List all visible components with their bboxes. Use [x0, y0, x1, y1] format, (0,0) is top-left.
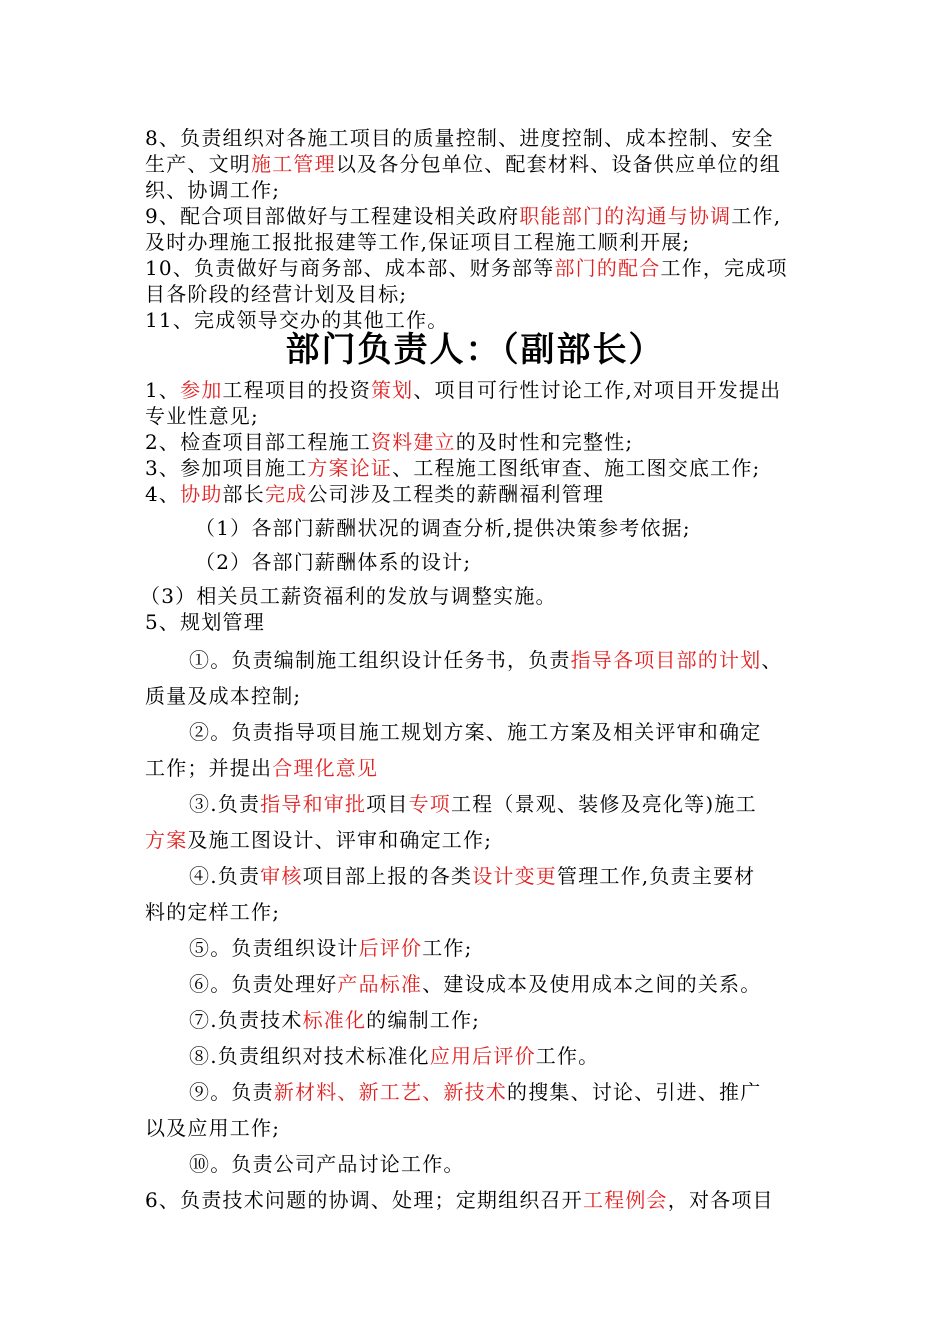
text-segment: ①。负责编制施工组织设计任务书，负责 — [189, 648, 571, 672]
text-line — [145, 256, 825, 280]
text-line — [145, 126, 825, 150]
text-segment: 及施工图设计、评审和确定工作; — [187, 828, 493, 852]
text-line — [189, 1152, 869, 1176]
text-segment: （2）各部门薪酬体系的设计; — [195, 550, 472, 574]
text-segment: 8、负责组织对各施工项目的质量控制、进度控制、成本控制、安全 — [145, 126, 774, 150]
text-segment: ⑩。负责公司产品讨论工作。 — [189, 1152, 465, 1176]
text-segment: 的搜集、讨论、引进、推广 — [507, 1080, 762, 1104]
text-segment: 质量及成本控制; — [145, 684, 302, 708]
text-segment: 4、 — [145, 482, 181, 506]
text-segment: 3、参加项目施工 — [145, 456, 308, 480]
text-segment: 的编制工作; — [366, 1008, 481, 1032]
text-segment: 5、规划管理 — [145, 610, 265, 634]
text-segment: ，对各项目 — [667, 1188, 774, 1212]
text-segment: 项目部上报的各类 — [302, 864, 473, 888]
text-line — [145, 456, 825, 480]
text-segment: ⑤。负责组织设计 — [189, 936, 359, 960]
text-line — [140, 584, 820, 608]
text-line — [145, 204, 825, 228]
text-segment: 生产、文明 — [145, 152, 251, 176]
highlighted-text: 协助 — [180, 482, 223, 506]
text-segment: ⑦.负责技术 — [189, 1008, 303, 1032]
text-segment: 工作, — [731, 204, 782, 228]
text-segment: 6、负责技术问题的协调、处理；定期组织召开 — [145, 1188, 583, 1212]
text-line — [145, 1188, 825, 1212]
text-segment: 目各阶段的经营计划及目标; — [145, 282, 408, 306]
text-segment: 工作；并提出 — [145, 756, 273, 780]
highlighted-text: 标准化 — [302, 1008, 367, 1032]
text-line — [145, 430, 825, 454]
text-segment: ②。负责指导项目施工规划方案、施工方案及相关评审和确定 — [189, 720, 762, 744]
text-segment: ⑨。负责 — [189, 1080, 274, 1104]
text-line — [189, 792, 869, 816]
highlighted-text: 设计变更 — [472, 864, 557, 888]
text-segment: ⑧.负责组织对技术标准化 — [189, 1044, 430, 1068]
text-segment: ⑥。负责处理好 — [189, 972, 338, 996]
highlighted-text: 完成 — [264, 482, 308, 506]
text-segment: 工作; — [422, 936, 473, 960]
section-title: 部门负责人：（副部长） — [285, 330, 665, 370]
text-segment: 10、负责做好与商务部、成本部、财务部等 — [145, 256, 555, 280]
text-segment: 专业性意见; — [145, 404, 259, 428]
text-line — [145, 684, 825, 708]
text-segment: 以及各分包单位、配套材料、设备供应单位的组 — [335, 152, 782, 176]
highlighted-text: 资料建立 — [370, 430, 456, 454]
text-line — [145, 404, 825, 428]
highlighted-text: 施工管理 — [251, 152, 336, 176]
text-line — [189, 648, 869, 672]
text-segment: （3）相关员工薪资福利的发放与调整实施。 — [140, 584, 557, 608]
text-segment: 部长 — [222, 482, 265, 506]
text-segment: 9、配合项目部做好与工程建设相关政府 — [145, 204, 520, 228]
text-segment: 工作。 — [535, 1044, 600, 1068]
highlighted-text: 部门的配合 — [554, 256, 661, 280]
text-segment: 织、协调工作; — [145, 178, 281, 202]
text-segment: 、 — [761, 648, 783, 672]
highlighted-text: 合理化意见 — [272, 756, 379, 780]
text-segment: 的及时性和完整性; — [455, 430, 634, 454]
text-segment: 2、检查项目部工程施工 — [145, 430, 371, 454]
text-line — [145, 756, 825, 780]
text-segment: ④.负责 — [189, 864, 261, 888]
text-segment: 及时办理施工报批报建等工作,保证项目工程施工顺利开展; — [145, 230, 691, 254]
highlighted-text: 产品标准 — [337, 972, 423, 996]
text-line — [145, 282, 825, 306]
highlighted-text: 应用后评价 — [429, 1044, 536, 1068]
highlighted-text: 新材料、新工艺、新技术 — [273, 1080, 508, 1104]
highlighted-text: 后评价 — [358, 936, 423, 960]
highlighted-text: 指导各项目部的计划 — [570, 648, 762, 672]
text-line — [189, 936, 869, 960]
text-line — [145, 308, 825, 332]
highlighted-text: 参加 — [180, 378, 223, 402]
text-line — [189, 1080, 869, 1104]
text-segment: 、建设成本及使用成本之间的关系。 — [422, 972, 762, 996]
text-segment: 11、完成领导交办的其他工作。 — [145, 308, 449, 332]
text-line — [189, 864, 869, 888]
text-segment: 工程（景观、装修及亮化等)施工 — [450, 792, 757, 816]
text-line — [145, 152, 825, 176]
text-line — [145, 378, 825, 402]
highlighted-text: 职能部门的沟通与协调 — [519, 204, 732, 228]
text-line — [145, 230, 825, 254]
text-line — [195, 550, 875, 574]
text-line — [145, 828, 825, 852]
text-segment: 管理工作,负责主要材 — [557, 864, 756, 888]
text-segment: 工程项目的投资 — [222, 378, 371, 402]
text-segment: 工作，完成项 — [660, 256, 788, 280]
text-line — [145, 482, 825, 506]
text-line — [189, 1008, 869, 1032]
text-line — [195, 516, 875, 540]
text-line — [189, 1044, 869, 1068]
highlighted-text: 专项 — [408, 792, 451, 816]
text-line — [189, 972, 869, 996]
highlighted-text: 方案 — [145, 828, 188, 852]
text-line — [145, 610, 825, 634]
text-segment: 项目 — [366, 792, 409, 816]
text-segment: 公司涉及工程类的薪酬福利管理 — [307, 482, 605, 506]
highlighted-text: 指导和审批 — [260, 792, 367, 816]
text-segment: 、工程施工图纸审查、施工图交底工作; — [392, 456, 761, 480]
highlighted-text: 审核 — [260, 864, 303, 888]
text-line — [189, 720, 869, 744]
text-line — [145, 178, 825, 202]
highlighted-text: 策划 — [370, 378, 414, 402]
text-segment: （1）各部门薪酬状况的调查分析,提供决策参考依据; — [195, 516, 691, 540]
text-line — [145, 900, 825, 924]
text-segment: 1、 — [145, 378, 181, 402]
text-line — [145, 1116, 825, 1140]
text-segment: 以及应用工作; — [145, 1116, 281, 1140]
highlighted-text: 方案论证 — [307, 456, 393, 480]
text-segment: 、项目可行性讨论工作,对项目开发提出 — [413, 378, 782, 402]
text-segment: 料的定样工作; — [145, 900, 281, 924]
text-segment: ③.负责 — [189, 792, 261, 816]
highlighted-text: 工程例会 — [582, 1188, 668, 1212]
